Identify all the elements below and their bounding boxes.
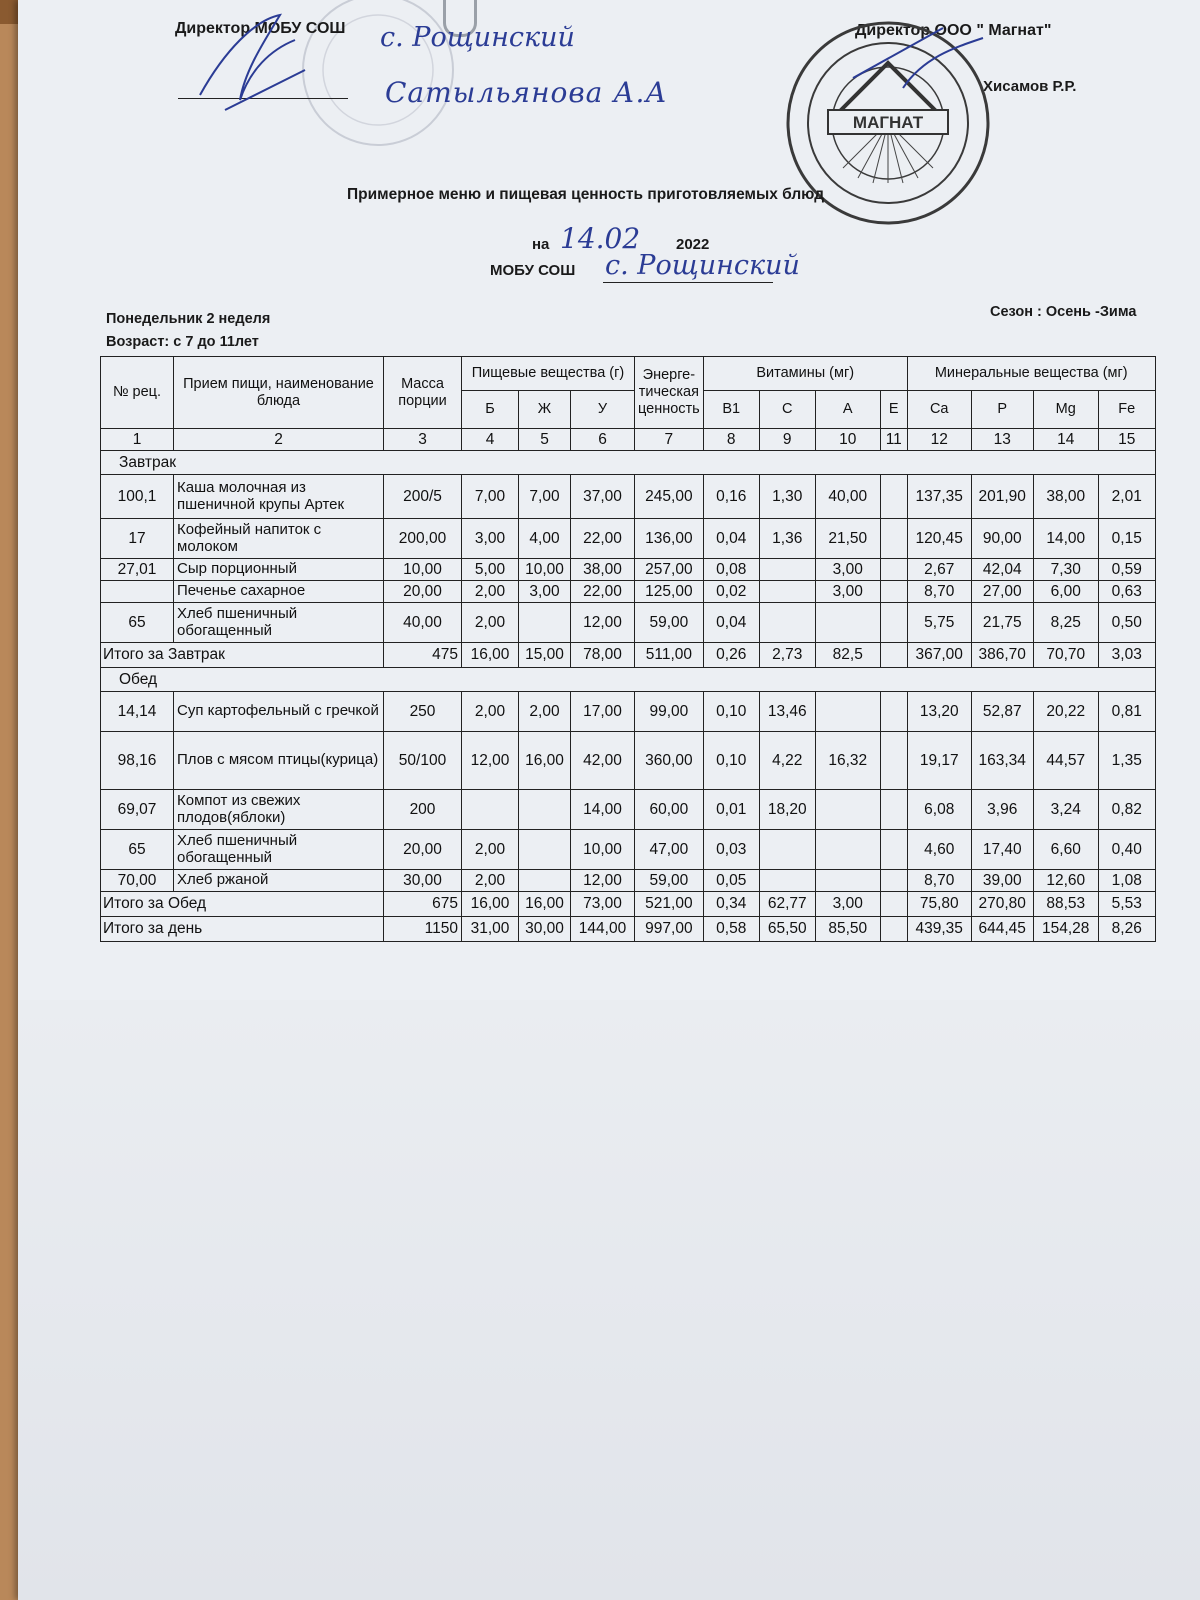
value-cell-mg: 38,00 [1033, 475, 1098, 519]
column-number: 7 [635, 429, 704, 451]
value-cell-mg: 6,00 [1033, 581, 1098, 603]
total-value-cell-zh: 15,00 [519, 643, 571, 668]
value-cell-ca: 13,20 [907, 692, 971, 732]
dish-name-cell: Печенье сахарное [174, 581, 384, 603]
recipe-number-cell: 65 [101, 603, 174, 643]
school-line [603, 282, 773, 283]
total-value-cell-b: 16,00 [462, 643, 519, 668]
left-director-title: Директор МОБУ СОШ [175, 20, 346, 37]
total-value-cell-u: 78,00 [571, 643, 635, 668]
date-handwritten: 14.02 [560, 222, 641, 255]
value-cell-zh [519, 870, 571, 892]
value-cell-b1: 0,03 [703, 830, 759, 870]
value-cell-p: 17,40 [971, 830, 1033, 870]
total-value-cell-ca: 75,80 [907, 892, 971, 917]
value-cell-ca: 137,35 [907, 475, 971, 519]
value-cell-c: 4,22 [759, 732, 815, 790]
mass-cell: 50/100 [384, 732, 462, 790]
column-number: 12 [907, 429, 971, 451]
table-row [101, 870, 1156, 892]
dish-name-cell: Компот из свежих плодов(яблоки) [174, 790, 384, 830]
total-value-cell-mg: 88,53 [1033, 892, 1098, 917]
value-cell-fe: 0,40 [1098, 830, 1155, 870]
value-cell-e [880, 692, 907, 732]
sub-header: С [759, 391, 815, 429]
dish-name-cell: Кофейный напиток с молоком [174, 519, 384, 559]
sheet-lower-area [18, 1000, 1200, 1600]
column-number: 3 [384, 429, 462, 451]
recipe-number-cell: 100,1 [101, 475, 174, 519]
total-value-cell-b: 31,00 [462, 917, 519, 942]
value-cell-p: 201,90 [971, 475, 1033, 519]
section-label: Завтрак [101, 451, 1156, 475]
value-cell-a: 40,00 [815, 475, 880, 519]
total-mass-cell: 475 [384, 643, 462, 668]
value-cell-mg: 7,30 [1033, 559, 1098, 581]
column-number: 14 [1033, 429, 1098, 451]
total-value-cell-zh: 16,00 [519, 892, 571, 917]
value-cell-b1: 0,01 [703, 790, 759, 830]
column-number: 10 [815, 429, 880, 451]
document-title: Примерное меню и пищевая ценность приготовляемых блюд [347, 186, 825, 203]
value-cell-en: 245,00 [635, 475, 704, 519]
sub-header: Mg [1033, 391, 1098, 429]
season-label: Сезон : Осень -Зима [990, 304, 1137, 320]
value-cell-a: 3,00 [815, 581, 880, 603]
total-value-cell-p: 386,70 [971, 643, 1033, 668]
column-number: 2 [174, 429, 384, 451]
col-nutrients-header: Пищевые вещества (г) [462, 357, 635, 391]
value-cell-a [815, 692, 880, 732]
recipe-number-cell: 70,00 [101, 870, 174, 892]
value-cell-b1: 0,02 [703, 581, 759, 603]
value-cell-zh: 4,00 [519, 519, 571, 559]
value-cell-b: 3,00 [462, 519, 519, 559]
sub-header: Fe [1098, 391, 1155, 429]
dish-name-cell: Сыр порционный [174, 559, 384, 581]
mass-cell: 250 [384, 692, 462, 732]
value-cell-mg: 44,57 [1033, 732, 1098, 790]
value-cell-zh: 3,00 [519, 581, 571, 603]
recipe-number-cell: 27,01 [101, 559, 174, 581]
value-cell-p: 39,00 [971, 870, 1033, 892]
value-cell-en: 360,00 [635, 732, 704, 790]
total-value-cell-a: 85,50 [815, 917, 880, 942]
value-cell-p: 3,96 [971, 790, 1033, 830]
value-cell-c: 1,36 [759, 519, 815, 559]
total-value-cell-b1: 0,34 [703, 892, 759, 917]
total-value-cell-c: 62,77 [759, 892, 815, 917]
value-cell-zh: 16,00 [519, 732, 571, 790]
value-cell-e [880, 475, 907, 519]
value-cell-u: 37,00 [571, 475, 635, 519]
dish-name-cell: Хлеб ржаной [174, 870, 384, 892]
column-number-row [101, 429, 1156, 451]
value-cell-a: 16,32 [815, 732, 880, 790]
column-number: 11 [880, 429, 907, 451]
left-signature [185, 10, 315, 120]
value-cell-b1: 0,04 [703, 519, 759, 559]
total-row [101, 917, 1156, 942]
mass-cell: 10,00 [384, 559, 462, 581]
value-cell-c [759, 581, 815, 603]
value-cell-b: 12,00 [462, 732, 519, 790]
total-value-cell-e [880, 643, 907, 668]
total-value-cell-zh: 30,00 [519, 917, 571, 942]
value-cell-ca: 8,70 [907, 870, 971, 892]
table-row [101, 559, 1156, 581]
dish-name-cell: Суп картофельный с гречкой [174, 692, 384, 732]
value-cell-b1: 0,04 [703, 603, 759, 643]
value-cell-c [759, 559, 815, 581]
table-row [101, 830, 1156, 870]
value-cell-b1: 0,16 [703, 475, 759, 519]
date-prefix: на [532, 236, 550, 253]
value-cell-p: 42,04 [971, 559, 1033, 581]
value-cell-ca: 8,70 [907, 581, 971, 603]
value-cell-mg: 14,00 [1033, 519, 1098, 559]
value-cell-u: 38,00 [571, 559, 635, 581]
value-cell-b: 2,00 [462, 830, 519, 870]
value-cell-en: 60,00 [635, 790, 704, 830]
total-value-cell-e [880, 892, 907, 917]
column-number: 15 [1098, 429, 1155, 451]
dish-name-cell: Каша молочная из пшеничной крупы Артек [174, 475, 384, 519]
value-cell-ca: 5,75 [907, 603, 971, 643]
value-cell-a [815, 870, 880, 892]
total-value-cell-fe: 3,03 [1098, 643, 1155, 668]
value-cell-p: 163,34 [971, 732, 1033, 790]
total-value-cell-fe: 8,26 [1098, 917, 1155, 942]
total-value-cell-en: 511,00 [635, 643, 704, 668]
total-label-cell: Итого за Обед [101, 892, 384, 917]
value-cell-e [880, 603, 907, 643]
total-value-cell-fe: 5,53 [1098, 892, 1155, 917]
value-cell-p: 90,00 [971, 519, 1033, 559]
total-row [101, 892, 1156, 917]
mass-cell: 200,00 [384, 519, 462, 559]
value-cell-zh [519, 603, 571, 643]
menu-table [100, 356, 1156, 942]
column-number: 13 [971, 429, 1033, 451]
value-cell-c: 13,46 [759, 692, 815, 732]
value-cell-en: 59,00 [635, 870, 704, 892]
total-value-cell-b1: 0,58 [703, 917, 759, 942]
value-cell-b: 2,00 [462, 603, 519, 643]
total-label-cell: Итого за Завтрак [101, 643, 384, 668]
table-row [101, 581, 1156, 603]
value-cell-en: 99,00 [635, 692, 704, 732]
value-cell-zh: 10,00 [519, 559, 571, 581]
total-value-cell-mg: 154,28 [1033, 917, 1098, 942]
table-row [101, 732, 1156, 790]
value-cell-c: 1,30 [759, 475, 815, 519]
dish-name-cell: Хлеб пшеничный обогащенный [174, 830, 384, 870]
recipe-number-cell: 14,14 [101, 692, 174, 732]
value-cell-fe: 0,59 [1098, 559, 1155, 581]
value-cell-c: 18,20 [759, 790, 815, 830]
sub-header: Б [462, 391, 519, 429]
value-cell-mg: 3,24 [1033, 790, 1098, 830]
left-handwritten-school: с. Рощинский [380, 22, 575, 53]
value-cell-en: 136,00 [635, 519, 704, 559]
table-row [101, 475, 1156, 519]
right-director-name: Хисамов Р.Р. [983, 78, 1077, 95]
recipe-number-cell: 98,16 [101, 732, 174, 790]
col-minerals-header: Минеральные вещества (мг) [907, 357, 1155, 391]
total-value-cell-a: 3,00 [815, 892, 880, 917]
value-cell-e [880, 870, 907, 892]
total-value-cell-ca: 439,35 [907, 917, 971, 942]
menu-table-body [101, 451, 1156, 942]
value-cell-zh: 7,00 [519, 475, 571, 519]
mass-cell: 200/5 [384, 475, 462, 519]
value-cell-en: 47,00 [635, 830, 704, 870]
week-label: Понедельник 2 неделя [106, 311, 271, 327]
table-row [101, 692, 1156, 732]
value-cell-ca: 6,08 [907, 790, 971, 830]
value-cell-u: 22,00 [571, 519, 635, 559]
column-number: 6 [571, 429, 635, 451]
value-cell-u: 14,00 [571, 790, 635, 830]
value-cell-a [815, 830, 880, 870]
total-mass-cell: 675 [384, 892, 462, 917]
recipe-number-cell: 65 [101, 830, 174, 870]
value-cell-ca: 4,60 [907, 830, 971, 870]
sub-header: P [971, 391, 1033, 429]
total-value-cell-e [880, 917, 907, 942]
value-cell-mg: 20,22 [1033, 692, 1098, 732]
value-cell-b: 7,00 [462, 475, 519, 519]
table-row [101, 603, 1156, 643]
table-row [101, 790, 1156, 830]
dish-name-cell: Плов с мясом птицы(курица) [174, 732, 384, 790]
value-cell-mg: 6,60 [1033, 830, 1098, 870]
total-value-cell-p: 270,80 [971, 892, 1033, 917]
sub-header: Е [880, 391, 907, 429]
total-value-cell-u: 144,00 [571, 917, 635, 942]
total-value-cell-b: 16,00 [462, 892, 519, 917]
value-cell-b: 2,00 [462, 581, 519, 603]
left-handwritten-name: Сатыльянова А.А [385, 76, 668, 109]
value-cell-e [880, 790, 907, 830]
column-number: 9 [759, 429, 815, 451]
value-cell-e [880, 519, 907, 559]
section-lunch [101, 668, 1156, 692]
sub-header: Ж [519, 391, 571, 429]
value-cell-u: 12,00 [571, 603, 635, 643]
value-cell-fe: 1,35 [1098, 732, 1155, 790]
value-cell-p: 27,00 [971, 581, 1033, 603]
value-cell-en: 257,00 [635, 559, 704, 581]
value-cell-b1: 0,05 [703, 870, 759, 892]
value-cell-u: 17,00 [571, 692, 635, 732]
column-number: 4 [462, 429, 519, 451]
value-cell-u: 42,00 [571, 732, 635, 790]
value-cell-p: 52,87 [971, 692, 1033, 732]
stamp-lettering: МАГНАТ [852, 113, 924, 132]
value-cell-ca: 19,17 [907, 732, 971, 790]
value-cell-zh [519, 790, 571, 830]
value-cell-u: 22,00 [571, 581, 635, 603]
value-cell-zh [519, 830, 571, 870]
section-label: Обед [101, 668, 1156, 692]
total-value-cell-en: 997,00 [635, 917, 704, 942]
value-cell-fe: 2,01 [1098, 475, 1155, 519]
total-row [101, 643, 1156, 668]
table-row [101, 519, 1156, 559]
value-cell-c [759, 830, 815, 870]
value-cell-b [462, 790, 519, 830]
mass-cell: 20,00 [384, 830, 462, 870]
value-cell-a [815, 790, 880, 830]
column-number: 5 [519, 429, 571, 451]
value-cell-b1: 0,10 [703, 692, 759, 732]
value-cell-e [880, 581, 907, 603]
age-label: Возраст: с 7 до 11лет [106, 334, 259, 350]
value-cell-mg: 12,60 [1033, 870, 1098, 892]
value-cell-u: 12,00 [571, 870, 635, 892]
value-cell-u: 10,00 [571, 830, 635, 870]
value-cell-fe: 0,50 [1098, 603, 1155, 643]
total-value-cell-p: 644,45 [971, 917, 1033, 942]
total-value-cell-c: 2,73 [759, 643, 815, 668]
total-value-cell-c: 65,50 [759, 917, 815, 942]
total-value-cell-mg: 70,70 [1033, 643, 1098, 668]
mass-cell: 200 [384, 790, 462, 830]
section-breakfast [101, 451, 1156, 475]
dish-name-cell: Хлеб пшеничный обогащенный [174, 603, 384, 643]
right-director-title: Директор ООО " Магнат" [855, 22, 1052, 39]
value-cell-e [880, 559, 907, 581]
value-cell-fe: 0,82 [1098, 790, 1155, 830]
value-cell-e [880, 732, 907, 790]
value-cell-en: 59,00 [635, 603, 704, 643]
value-cell-ca: 2,67 [907, 559, 971, 581]
column-number: 8 [703, 429, 759, 451]
value-cell-c [759, 870, 815, 892]
total-value-cell-a: 82,5 [815, 643, 880, 668]
recipe-number-cell: 69,07 [101, 790, 174, 830]
value-cell-b1: 0,10 [703, 732, 759, 790]
school-label: МОБУ СОШ [490, 262, 576, 279]
col-meal-header: Прием пищи, наименование блюда [174, 357, 384, 429]
value-cell-b: 2,00 [462, 870, 519, 892]
total-mass-cell: 1150 [384, 917, 462, 942]
value-cell-b1: 0,08 [703, 559, 759, 581]
value-cell-fe: 1,08 [1098, 870, 1155, 892]
mass-cell: 30,00 [384, 870, 462, 892]
total-value-cell-en: 521,00 [635, 892, 704, 917]
value-cell-p: 21,75 [971, 603, 1033, 643]
total-value-cell-ca: 367,00 [907, 643, 971, 668]
value-cell-a [815, 603, 880, 643]
value-cell-fe: 0,63 [1098, 581, 1155, 603]
value-cell-a: 3,00 [815, 559, 880, 581]
value-cell-fe: 0,81 [1098, 692, 1155, 732]
value-cell-zh: 2,00 [519, 692, 571, 732]
value-cell-c [759, 603, 815, 643]
col-energy-header: Энерге-тическая ценность [635, 357, 704, 429]
value-cell-fe: 0,15 [1098, 519, 1155, 559]
value-cell-b: 2,00 [462, 692, 519, 732]
col-vitamins-header: Витамины (мг) [703, 357, 907, 391]
mass-cell: 40,00 [384, 603, 462, 643]
sub-header: В1 [703, 391, 759, 429]
value-cell-mg: 8,25 [1033, 603, 1098, 643]
total-label-cell: Итого за день [101, 917, 384, 942]
total-value-cell-u: 73,00 [571, 892, 635, 917]
col-mass-header: Масса порции [384, 357, 462, 429]
total-value-cell-b1: 0,26 [703, 643, 759, 668]
value-cell-e [880, 830, 907, 870]
value-cell-b: 5,00 [462, 559, 519, 581]
col-recipe-header: № рец. [101, 357, 174, 429]
recipe-number-cell [101, 581, 174, 603]
sub-header: Ca [907, 391, 971, 429]
mass-cell: 20,00 [384, 581, 462, 603]
sub-header: А [815, 391, 880, 429]
recipe-number-cell: 17 [101, 519, 174, 559]
sub-header: У [571, 391, 635, 429]
value-cell-en: 125,00 [635, 581, 704, 603]
school-handwritten: с. Рощинский [605, 250, 800, 281]
value-cell-ca: 120,45 [907, 519, 971, 559]
date-year: 2022 [676, 236, 710, 253]
value-cell-a: 21,50 [815, 519, 880, 559]
column-number: 1 [101, 429, 174, 451]
